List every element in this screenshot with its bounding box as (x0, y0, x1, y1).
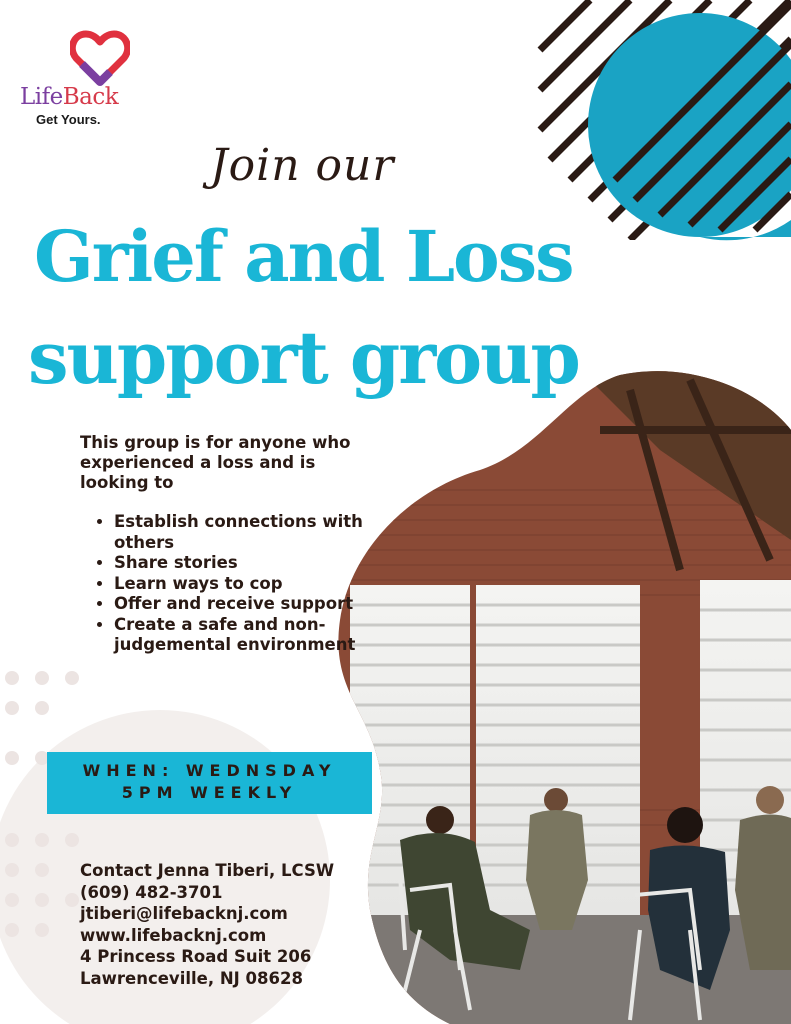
bullet-list (90, 512, 374, 656)
list-item: • Learn ways to cop (114, 574, 374, 595)
contact-website: www.lifebacknj.com (80, 925, 267, 945)
support-group-photo (330, 370, 791, 1024)
invite-script-text: Join our (210, 140, 395, 191)
title-line-2: support group (28, 315, 579, 400)
list-item: • Offer and receive support (114, 594, 374, 615)
contact-phone: (609) 482-3701 (80, 882, 223, 902)
title-line-1: Grief and Loss (34, 215, 573, 298)
schedule-time: 5PM WEEKLY (121, 783, 298, 802)
schedule-day: WHEN: WEDNSDAY (82, 761, 337, 780)
contact-address-line2: Lawrenceville, NJ 08628 (80, 968, 303, 988)
list-item: • Establish connections with others (114, 512, 374, 553)
contact-block (80, 860, 380, 989)
list-item: • Create a safe and non-judgemental environment (114, 615, 374, 656)
contact-name: Contact Jenna Tiberi, LCSW (80, 861, 335, 880)
logo-tagline: Get Yours. (36, 112, 101, 127)
logo-wordmark: LifeBack (20, 84, 119, 110)
heart-logo-icon (70, 30, 130, 88)
contact-address-line1: 4 Princess Road Suit 206 (80, 947, 312, 966)
contact-email: jtiberi@lifebacknj.com (80, 904, 288, 923)
intro-text: This group is for anyone who experienced a loss and is looking to (80, 433, 351, 492)
schedule-text (47, 760, 372, 804)
list-item: • Share stories (114, 553, 374, 574)
